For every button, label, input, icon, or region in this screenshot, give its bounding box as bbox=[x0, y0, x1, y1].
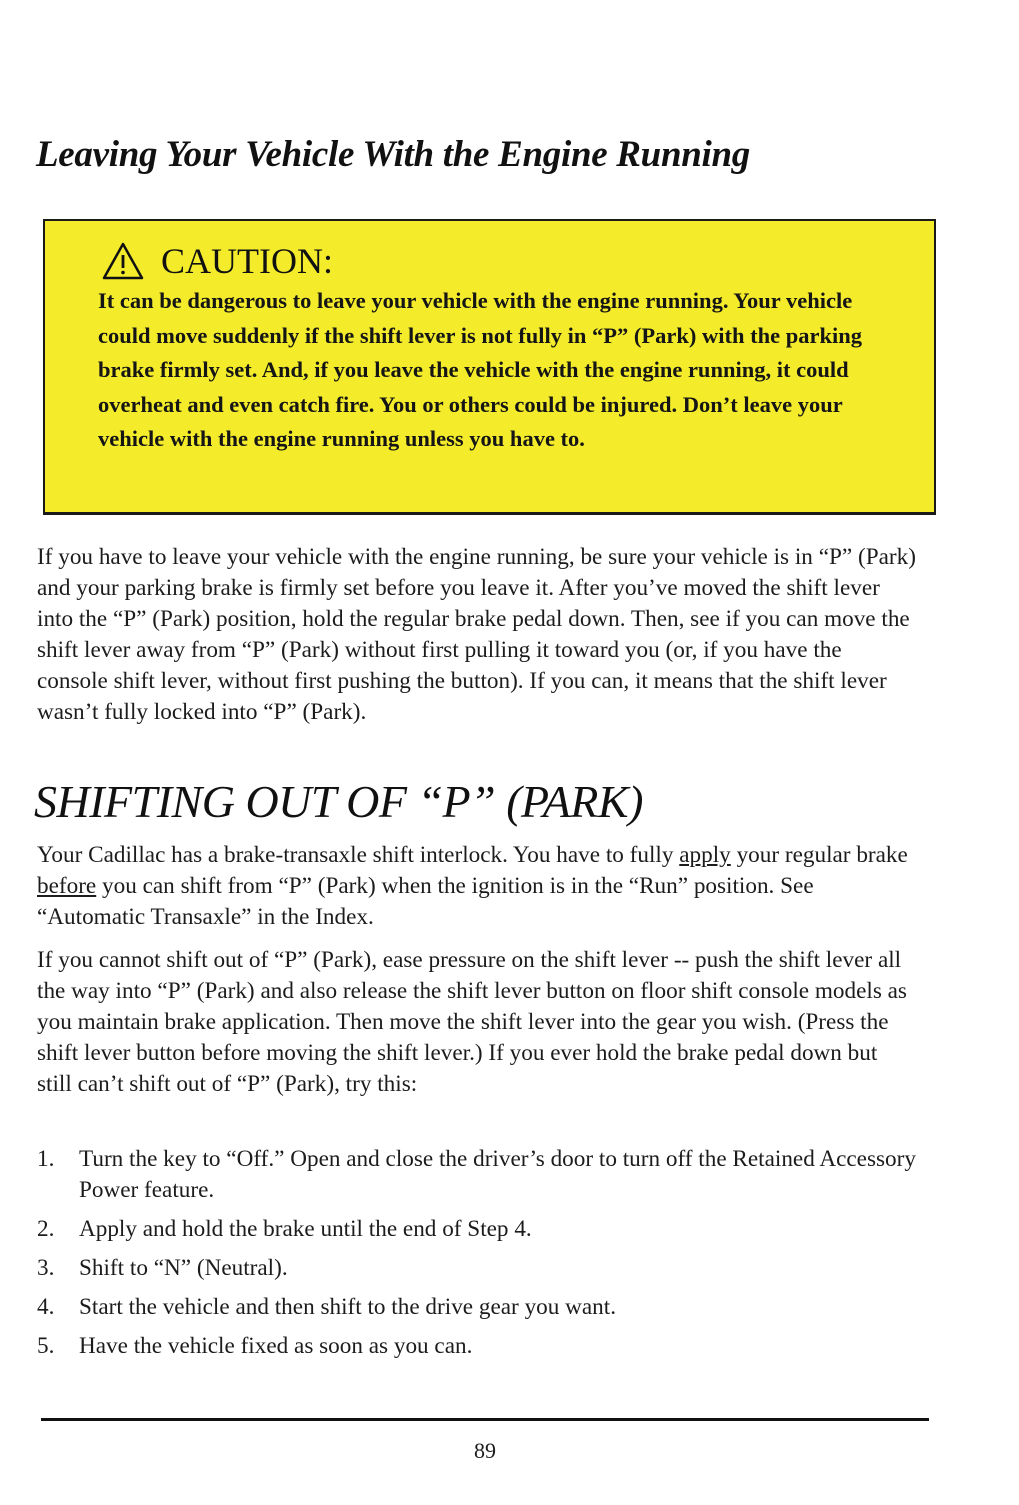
caution-header bbox=[101, 240, 333, 282]
paragraph-shift-interlock-part3: you can shift from “P” (Park) when the ignition is in the “Run” position. See “Automatic Transaxle” in the Index. bbox=[37, 873, 814, 930]
footer-rule bbox=[41, 1418, 929, 1421]
underlined-before: before bbox=[37, 873, 97, 899]
steps-list bbox=[37, 1144, 937, 1370]
step-number: 4. bbox=[37, 1294, 55, 1320]
step-number: 5. bbox=[37, 1333, 55, 1359]
warning-triangle-icon bbox=[101, 241, 145, 281]
step-text: Shift to “N” (Neutral). bbox=[79, 1255, 288, 1281]
list-item bbox=[37, 1253, 937, 1284]
step-number: 2. bbox=[37, 1216, 55, 1242]
caution-text: It can be dangerous to leave your vehicle with the engine running. Your vehicle could move suddenly if the shift lever is not fully in “P” (Park) with the parking brake firmly set. And, if you leave the vehicle with the engine running, it could overheat and even catch fire. You or others could be injured. Don’t leave your vehicle with the engine running unless you have to. bbox=[98, 288, 863, 451]
page-number: 89 bbox=[474, 1438, 496, 1463]
step-text: Have the vehicle fixed as soon as you can. bbox=[79, 1333, 473, 1359]
section-heading-shifting-out-of-park: SHIFTING OUT OF “P” (PARK) bbox=[34, 776, 643, 827]
subhead-leaving-vehicle: Leaving Your Vehicle With the Engine Running bbox=[36, 134, 750, 175]
list-item bbox=[37, 1331, 937, 1362]
caution-box bbox=[43, 219, 936, 515]
paragraph-shift-interlock-part1: Your Cadillac has a brake-transaxle shift interlock. You have to fully bbox=[37, 842, 680, 868]
list-item bbox=[37, 1144, 937, 1206]
step-text: Turn the key to “Off.” Open and close the driver’s door to turn off the Retained Accessory Power feature. bbox=[79, 1146, 916, 1203]
step-number: 3. bbox=[37, 1255, 55, 1281]
caution-title: CAUTION: bbox=[161, 241, 333, 281]
paragraph-shift-interlock bbox=[37, 840, 917, 933]
step-number: 1. bbox=[37, 1146, 55, 1172]
list-item bbox=[37, 1292, 937, 1323]
step-text: Start the vehicle and then shift to the drive gear you want. bbox=[79, 1294, 617, 1320]
list-item bbox=[37, 1214, 937, 1245]
paragraph-shift-interlock-part2: your regular brake bbox=[730, 842, 908, 868]
paragraph-cannot-shift: If you cannot shift out of “P” (Park), ease pressure on the shift lever -- push the shift lever all the way into “P” (Park) and also release the shift lever button on floor shift console models as you maintain brake application. Then move the shift lever into the gear you wish. (Press the shift lever button before moving the shift lever.) If you ever hold the brake pedal down but still can’t shift out of “P” (Park), try this: bbox=[37, 947, 907, 1097]
underlined-apply: apply bbox=[679, 842, 731, 868]
paragraph-engine-running: If you have to leave your vehicle with the engine running, be sure your vehicle is in “P” (Park) and your parking brake is firmly set before you leave it. After you’ve moved the shift lever into the “P” (Park) position, hold the regular brake pedal down. Then, see if you can move the shift lever away from “P” (Park) without first pulling it toward you (or, if you have the console shift lever, without first pushing the button). If you can, it means that the shift lever wasn’t fully locked into “P” (Park). bbox=[37, 544, 916, 725]
step-text: Apply and hold the brake until the end of Step 4. bbox=[79, 1216, 532, 1242]
